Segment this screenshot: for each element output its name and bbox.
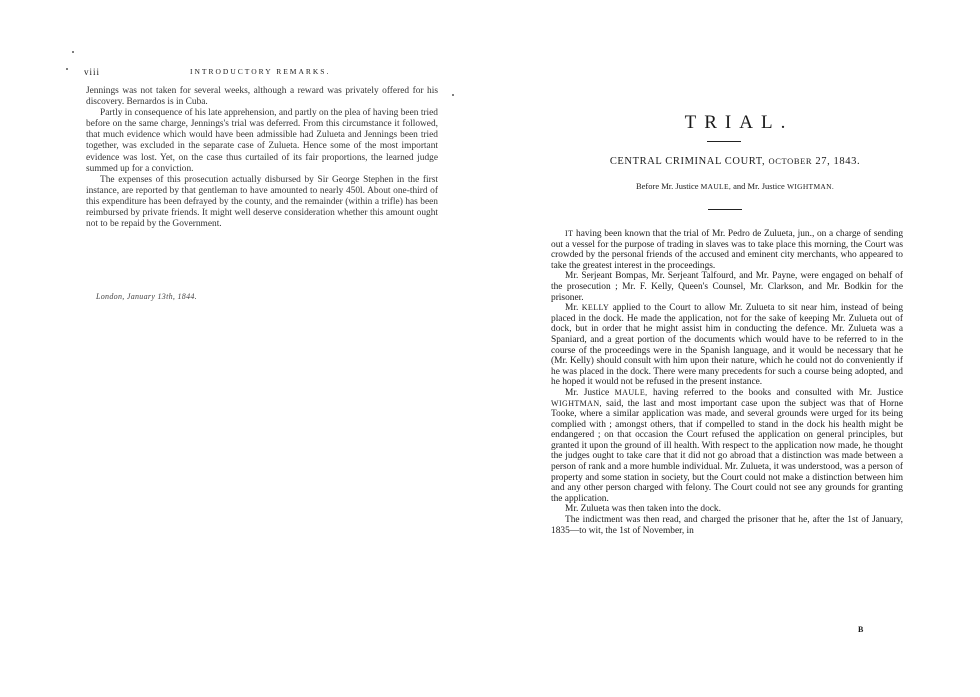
introductory-text (86, 86, 438, 230)
paragraph (551, 303, 903, 388)
paragraph: Mr. Serjeant Bompas, Mr. Serjeant Talfourd, and Mr. Payne, were engaged on behalf of the prosecution ; Mr. F. Kelly, Queen's Counsel, Mr. Clarkson, and Mr. Bodkin for the prisoner. (551, 271, 903, 303)
judge-name: WIGHTMAN. (786, 182, 835, 191)
paragraph: Jennings was not taken for several weeks, although a reward was privately offered for his discovery. Bernardos is in Cuba. (86, 86, 438, 108)
paragraph-text: having referred to the books and consulted with Mr. Justice (652, 387, 904, 398)
speaker-name: WIGHTMAN, (551, 398, 602, 408)
paragraph-text: Mr. Justice (565, 387, 610, 398)
court-name: CENTRAL CRIMINAL COURT, (609, 156, 766, 167)
paragraph-text: having been known that the trial of Mr. Pedro de Zulueta, jun., on a charge of sending out a vessel for the purpose of trading in slaves was to take place this morning, the Court was crowded by the personal friends of the accused and eminent city merchants, who appeared to take the greatest interest in the proceedings. (551, 229, 904, 271)
trial-title: TRIAL. (684, 112, 794, 133)
paragraph: Partly in consequence of his late apprehension, and partly on the plea of having been tried before on the same charge, Jennings's trial was deferred. From this circumstance it followed, that much evidence which would have been admissible had Zulueta and Jennings been tried together, was excluded in the separate case of Zulueta. Hence some of the most important evidence was lost. Yet, on the case thus curtailed of its fair proportions, the learned judge summed up for a conviction. (86, 108, 438, 174)
paper-speck (452, 94, 454, 96)
trial-text (551, 229, 903, 536)
running-head (84, 67, 440, 79)
paper-speck (72, 51, 74, 53)
title-rule (707, 141, 741, 142)
running-head-title: INTRODUCTORY REMARKS. (190, 67, 331, 76)
section-rule (708, 209, 742, 210)
paragraph-text: Mr. (565, 303, 579, 314)
paragraph (551, 388, 903, 505)
judge-name: MAULE, (700, 182, 731, 191)
court-month: OCTOBER (768, 156, 813, 166)
paragraph: Mr. Zulueta was then taken into the dock. (565, 504, 721, 515)
paper-speck (66, 68, 68, 70)
paragraph-text: applied to the Court to allow Mr. Zulueta to sit near him, instead of being placed in the dock. He made the application, not for the sake of keeping Mr. Zulueta out of dock, but in order that he might assist him in conducting the defence. Mr. Zulueta was a Spaniard, and a great portion of the documents which would have to be referred to in the course of the proceedings were in the Spanish language, and it would be necessary that he (Mr. Kelly) should consult with him upon their nature, which he could not do conveniently if he was placed in the dock. There were many precedents for such a course being adopted, and he hoped it would not be refused in the present instance. (551, 303, 904, 388)
speaker-name: KELLY (581, 303, 610, 313)
signature-mark: B (858, 625, 864, 634)
date-signature: London, January 13th, 1844. (96, 292, 197, 301)
lead-word: IT (565, 229, 574, 238)
paragraph: The indictment was then read, and charged the prisoner that he, after the 1st of January, 1835—to wit, the 1st of November, in (551, 515, 903, 536)
judges-before: Before Mr. Justice (635, 181, 699, 191)
judges-line (490, 181, 980, 191)
right-page (490, 0, 980, 697)
judges-and: and Mr. Justice (733, 181, 785, 191)
paragraph-text: said, the last and most important case upon the subject was that of Horne Tooke, where a similar application was made, and several grounds were urged for its being complied with ; amongst others, that if compelled to stand in the dock his health might be endangered ; on that occasion the Court refused the application on general principles, but granted it upon the ground of ill health. With respect to the application now made, he thought the judges ought to take care that it did not go abroad that a distinction was made between a person of rank and a more humble individual. Mr. Zulueta, it was understood, was a person of property and some station in society, but the Court could not make a distinction between him and any other person charged with felony. The Court could not see any grounds for granting the application. (551, 398, 904, 504)
court-date: 27, 1843. (815, 156, 861, 167)
court-heading (490, 156, 980, 167)
paragraph (551, 229, 903, 271)
page-number: viii (84, 67, 101, 77)
speaker-name: MAULE, (614, 387, 648, 397)
paragraph: The expenses of this prosecution actually disbursed by Sir George Stephen in the first instance, are reported by that gentleman to have amounted to nearly 450l. About one-third of this expenditure has been defrayed by the county, and the remainder (within a trifle) has been reimbursed by private friends. It might well deserve consideration whether this amount ought not to be repaid by the Government. (86, 174, 438, 230)
